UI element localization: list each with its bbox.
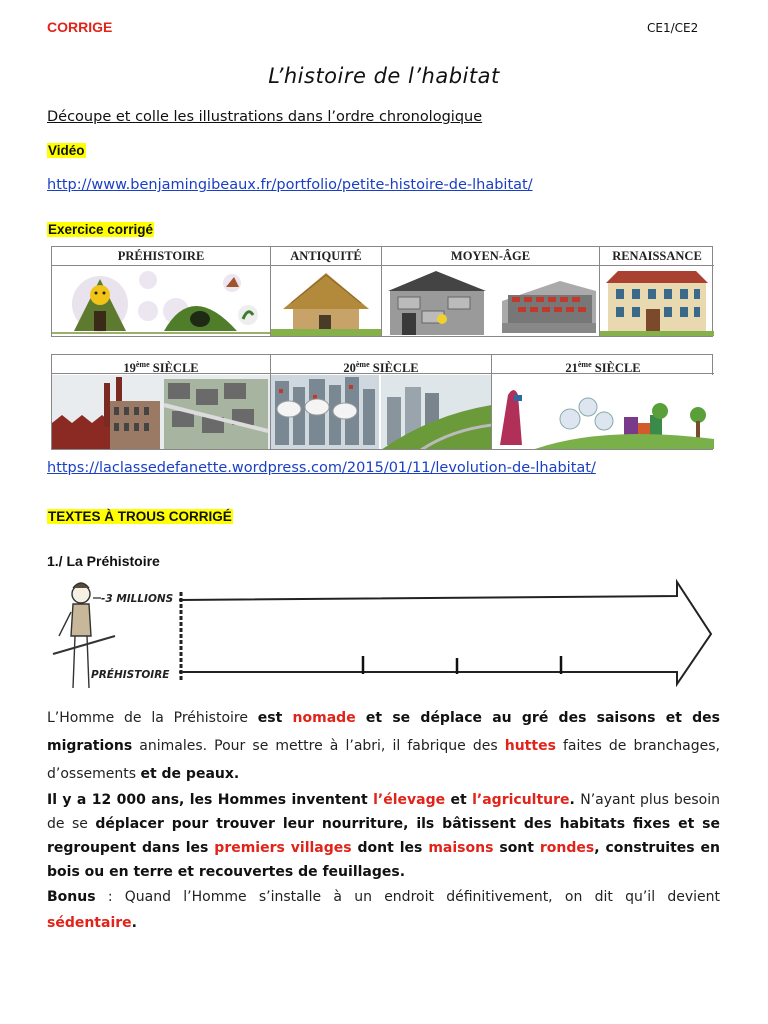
illustration-grid-row1	[51, 246, 713, 337]
century-19-num: 19	[123, 361, 136, 376]
century-21-num: 21	[565, 361, 578, 376]
century-19-rest: SIÈCLE	[149, 361, 199, 376]
page-title: L’histoire de l’habitat	[268, 64, 500, 88]
prehistory-timeline	[47, 578, 727, 696]
exercise-link[interactable]: https://laclassedefanette.wordpress.com/2015/01/11/levolution-de-lhabitat/	[47, 460, 596, 476]
cell-renaissance	[600, 247, 714, 336]
answer-sedentaire: sédentaire	[47, 915, 132, 931]
answer-elevage: l’élevage	[373, 792, 446, 808]
p1-b: est	[257, 710, 293, 726]
answer-nomade: nomade	[292, 710, 356, 726]
renaissance-illustration	[600, 267, 714, 336]
antiquite-illustration	[271, 267, 381, 336]
answer-rondes: rondes	[539, 840, 595, 856]
p2-a: Il y a 12 000 ans, les Hommes inventent	[47, 792, 374, 808]
prehistoire-illustration	[52, 267, 270, 336]
p1-a: L’Homme de la Préhistoire	[47, 710, 258, 726]
timeline-bottom-label: PRÉHISTOIRE	[91, 669, 170, 681]
answer-premiers-villages: premiers villages	[214, 840, 352, 856]
video-label: Vidéo	[48, 143, 85, 158]
paragraph-prehistoire-2	[47, 788, 720, 884]
21e-siecle-illustration	[492, 375, 714, 449]
p2-k: sont	[493, 840, 540, 856]
p1-d: et se déplace au gré des saisons et des migrations	[47, 710, 720, 754]
timeline-top-label: -3 MILLIONS	[101, 593, 174, 605]
paragraph-bonus	[47, 884, 720, 936]
exercise-label-wrap	[47, 221, 154, 239]
cell-head-antiquite: ANTIQUITÉ	[271, 247, 381, 266]
cell-head-moyen-age: MOYEN-ÂGE	[382, 247, 599, 266]
paragraph-prehistoire-1	[47, 704, 720, 788]
cell-moyen-age	[382, 247, 600, 336]
cell-head-21e-siecle	[492, 355, 714, 374]
p2-f: N’ayant plus besoin de se	[47, 792, 720, 832]
cell-antiquite	[271, 247, 382, 336]
bonus-label: Bonus	[47, 889, 96, 905]
century-20-sup: ème	[355, 360, 370, 369]
section-prehistoire-heading: 1./ La Préhistoire	[47, 553, 160, 569]
19e-siecle-illustration	[52, 375, 270, 449]
20e-siecle-illustration	[271, 375, 491, 449]
class-level: CE1/CE2	[647, 21, 699, 35]
cell-head-19e-siecle	[52, 355, 270, 374]
video-link[interactable]: http://www.benjamingibeaux.fr/portfolio/petite-histoire-de-lhabitat/	[47, 177, 533, 193]
p2-g: déplacer pour trouver leur nourriture, ils bâtissent des habitats fixes et se regroupent dans les	[47, 816, 721, 856]
corrige-label: CORRIGE	[47, 19, 113, 35]
p3-b: : Quand l’Homme s’installe à un endroit définitivement, on dit qu’il devient	[95, 889, 720, 905]
video-label-wrap	[47, 142, 86, 160]
answer-maisons: maisons	[428, 840, 494, 856]
cell-19e-siecle	[52, 355, 271, 449]
p1-e: animales. Pour se mettre à l’abri, il fabrique des	[132, 738, 505, 754]
century-19-sup: ème	[135, 360, 150, 369]
illustration-grid-row2	[51, 354, 713, 450]
textes-label-wrap	[47, 508, 233, 526]
p2-m: , construites en bois ou en terre et recouvertes de feuillages.	[47, 840, 720, 880]
p2-e: .	[569, 792, 581, 808]
p1-h: et de peaux.	[140, 766, 240, 782]
cell-21e-siecle	[492, 355, 714, 449]
instruction-text: Découpe et colle les illustrations dans l’ordre chronologique	[47, 109, 483, 125]
answer-huttes: huttes	[504, 738, 556, 754]
cell-prehistoire	[52, 247, 271, 336]
p2-c: et	[445, 792, 473, 808]
p2-i: dont les	[351, 840, 429, 856]
cell-head-20e-siecle	[271, 355, 491, 374]
p1-g: faites de branchages, d’ossements	[47, 738, 720, 782]
textes-label: TEXTES À TROUS CORRIGÉ	[48, 509, 232, 524]
exercise-label: Exercice corrigé	[48, 222, 154, 237]
century-20-num: 20	[343, 361, 356, 376]
century-21-sup: ème	[577, 360, 592, 369]
century-21-rest: SIÈCLE	[591, 361, 641, 376]
cell-head-renaissance: RENAISSANCE	[600, 247, 714, 266]
cell-head-prehistoire: PRÉHISTOIRE	[52, 247, 270, 266]
p3-d: .	[131, 915, 137, 931]
answer-agriculture: l’agriculture	[472, 792, 570, 808]
moyen-age-illustration	[382, 267, 599, 336]
century-20-rest: SIÈCLE	[369, 361, 419, 376]
cell-20e-siecle	[271, 355, 492, 449]
